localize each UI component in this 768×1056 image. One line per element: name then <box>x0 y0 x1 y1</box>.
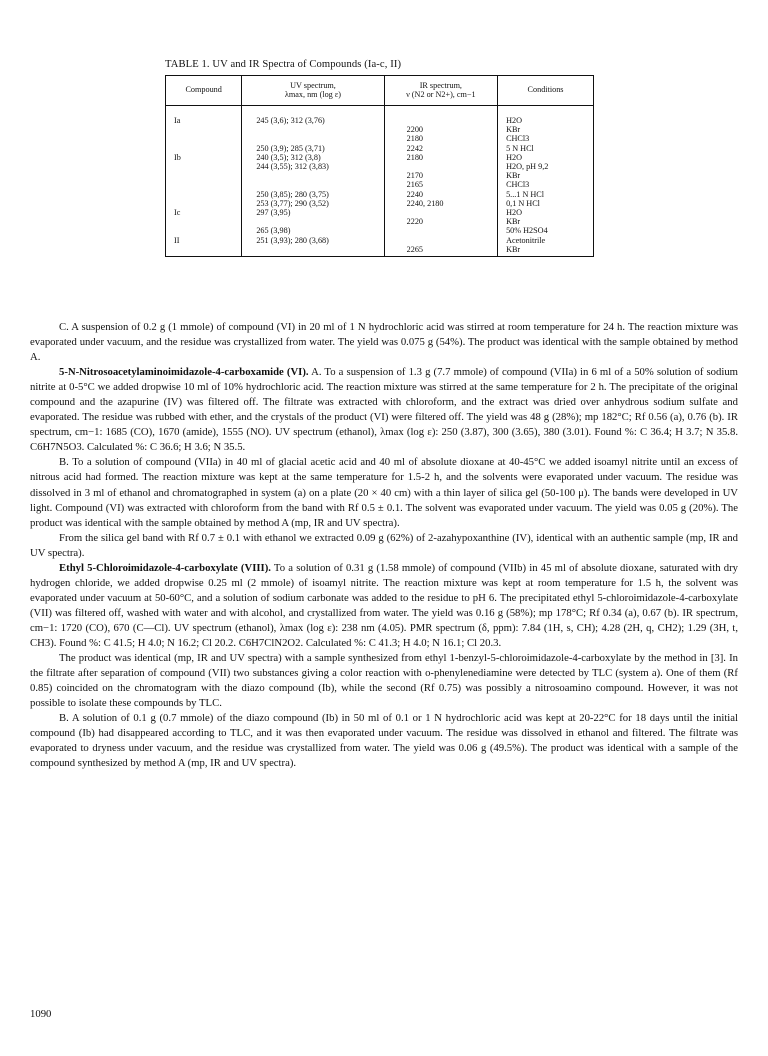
paragraph <box>30 320 738 365</box>
table-cell-ir <box>384 236 497 245</box>
header-ir-spectrum <box>384 76 497 106</box>
table-cell-compound: Ib <box>166 153 242 162</box>
table-cell-compound <box>166 226 242 235</box>
table-cell-cond: KBr <box>498 125 594 134</box>
table-row <box>166 208 594 217</box>
table-cell-uv <box>242 171 384 180</box>
table-cell-uv: 244 (3,55); 312 (3,83) <box>242 162 384 171</box>
table-cell-compound <box>166 125 242 134</box>
table-cell-cond: 5 N HCl <box>498 144 594 153</box>
paragraph <box>30 455 738 530</box>
table-cell-cond: 5...1 N HCl <box>498 190 594 199</box>
table-cell-compound: Ia <box>166 106 242 126</box>
header-conditions: Conditions <box>498 76 594 106</box>
paragraph-text: From the silica gel band with Rf 0.7 ± 0.1 with ethanol we extracted 0.09 g (62%) of 2-azahypoxanthine (IV), identical with an authentic sample (mp, IR and UV spectra). <box>30 531 738 559</box>
table-cell-compound <box>166 190 242 199</box>
table-caption: TABLE 1. UV and IR Spectra of Compounds (Ia-c, II) <box>165 59 402 70</box>
table-cell-uv: 251 (3,93); 280 (3,68) <box>242 236 384 245</box>
table-row <box>166 245 594 257</box>
paragraph-text: To a solution of 0.31 g (1.58 mmole) of compound (VIIb) in 45 ml of absolute dioxane, saturated with dry hydrogen chloride, we added dropwise 0.25 ml (2 mmole) of isoamyl nitrite. The reaction mixture was kept at room temperature for 1.5 h, the solvent was evaporated under vacuum at 50-60°C, and a solution of sodium carbonate was added to the residue to pH 6. The precipitated ethyl 5-chloroimidazole-4-carboxylate (VII) was filtered off, washed with water and with alcohol, and crystallized from water. The yield was 0.16 g (58%); mp 178°C; Rf 0.34 (a), 0.67 (b). IR spectrum, cm−1: 1720 (CO), 670 (C—Cl). UV spectrum (ethanol), λmax (log ε): 238 nm (4.05). PMR spectrum (δ, ppm): 7.84 (1H, s, CH); 4.28 (2H, q, CH2); 1.29 (3H, t, CH3). Found %: C 41.5; H 4.0; N 16.2; Cl 20.2. C6H7ClN2O2. Calculated %: C 41.3; H 4.0; N 16.1; Cl 20.3. <box>30 561 738 649</box>
table-cell-cond: 50% H2SO4 <box>498 226 594 235</box>
table-row <box>166 162 594 171</box>
table-cell-compound <box>166 134 242 143</box>
table-cell-ir: 2200 <box>384 125 497 134</box>
table-row <box>166 144 594 153</box>
paragraph-text: A. To a suspension of 1.3 g (7.7 mmole) of compound (VIIa) in 6 ml of a 50% solution of sodium nitrite at 0-5°C we added dropwise 10 ml of 10% hydrochloric acid. The reaction mixture was stirred at the same temperature for 2 h. The precipitate of the original compound and the azapurine (IV) was filtered off. The filtrate was extracted with chloroform, and the extract was dried over anhydrous sodium sulfate and evaporated. The residue was rubbed with ether, and the crystals of the product (VI) were filtered off. The yield was 48 g (28%); mp 182°C; Rf 0.56 (a), 0.76 (b). IR spectrum, cm−1: 1685 (CO), 1670 (amide), 1555 (NO). UV spectrum (ethanol), λmax (log ε): 250 (3.87), 300 (3.65), 380 (3.01). Found %: C 36.4; H 3.7; N 35.8. C6H7N5O3. Calculated %: C 36.6; H 3.6; N 35.5. <box>30 366 738 454</box>
table-cell-cond: CHCl3 <box>498 180 594 189</box>
table-cell-ir: 2240 <box>384 190 497 199</box>
table-row <box>166 134 594 143</box>
table-cell-cond: Acetonitrile <box>498 236 594 245</box>
paragraph-heading: Ethyl 5-Chloroimidazole-4-carboxylate (VIII). <box>59 561 271 574</box>
table-cell-uv: 297 (3,95) <box>242 208 384 217</box>
table-row <box>166 199 594 208</box>
page-number: 1090 <box>30 1008 52 1020</box>
table-cell-uv: 240 (3,5); 312 (3,8) <box>242 153 384 162</box>
table-row <box>166 190 594 199</box>
table-cell-ir: 2180 <box>384 153 497 162</box>
table-cell-uv: 250 (3,85); 280 (3,75) <box>242 190 384 199</box>
table-cell-uv <box>242 245 384 257</box>
header-uv-line1: UV spectrum, <box>290 80 336 90</box>
table-cell-uv: 253 (3,77); 290 (3,52) <box>242 199 384 208</box>
spectra-table <box>165 75 594 257</box>
table-cell-cond: 0,1 N HCl <box>498 199 594 208</box>
paragraph-text: B. To a solution of compound (VIIa) in 40 ml of glacial acetic acid and 40 ml of absolute dioxane at 40-45°C we added isoamyl nitrite until an excess of nitrous acid had formed. The reaction mixture was kept at the same temperature for 1.5-2 h, and the solvents were evaporated under vacuum. The residue was dissolved in 3 ml of ethanol and chromatographed in system (a) on a plate (20 × 40 cm) with a thin layer of silica gel (50-100 μ). The bands were developed in UV light. Compound (VI) was extracted with chloroform from the band with Rf 0.5 ± 0.1. The solvent was evaporated under vacuum. The yield was 0.05 g (20%). The product was identical with the sample obtained by method A (mp, IR and UV spectra). <box>30 456 738 529</box>
table-body <box>166 106 594 257</box>
table-cell-ir: 2242 <box>384 144 497 153</box>
paragraph <box>30 711 738 771</box>
paragraph-text: B. A solution of 0.1 g (0.7 mmole) of the diazo compound (Ib) in 50 ml of 0.1 or 1 N hydrochloric acid was kept at 20-22°C for 18 days until the initial compound (Ib) had disappeared according to TLC, and it was then evaporated under vacuum. The residue was dissolved in ethanol and filtered. The filtrate was evaporated to dryness under vacuum, and the residue was crystallized from water. The yield was 0.06 g (49.5%). The product was identical with a sample of the compound synthesized by method A (mp, IR and UV spectra). <box>30 712 738 770</box>
header-uv-spectrum <box>242 76 384 106</box>
table-cell-uv <box>242 134 384 143</box>
table-cell-cond: CHCl3 <box>498 134 594 143</box>
paragraph-text: The product was identical (mp, IR and UV spectra) with a sample synthesized from ethyl 1-benzyl-5-chloroimidazole-4-carboxylate by the method in [3]. In the filtrate after separation of compound (VII) two substances giving a color reaction with o-phenylenediamine were detected by TLC (system a). One of them (Rf 0.85) coincided on the chromatogram with the diazo compound (Ib), while the second (Rf 0.75) was possibly a nitrosoamino compound. However, it was not possible to isolate these compounds by TLC. <box>30 652 738 710</box>
table-cell-uv: 245 (3,6); 312 (3,76) <box>242 106 384 126</box>
paragraph <box>30 531 738 561</box>
table-cell-cond: H2O <box>498 208 594 217</box>
paragraph <box>30 561 738 651</box>
table-cell-uv <box>242 217 384 226</box>
table-cell-cond: H2O <box>498 153 594 162</box>
table-row <box>166 106 594 126</box>
table-cell-compound: Ic <box>166 208 242 217</box>
table-cell-compound <box>166 199 242 208</box>
table-cell-compound: II <box>166 236 242 245</box>
table-cell-compound <box>166 180 242 189</box>
table-cell-ir <box>384 226 497 235</box>
table-row <box>166 153 594 162</box>
table-cell-ir: 2265 <box>384 245 497 257</box>
header-ir-line2: ν (N2 or N2+), cm−1 <box>406 90 476 99</box>
paragraph-text: C. A suspension of 0.2 g (1 mmole) of compound (VI) in 20 ml of 1 N hydrochloric acid was stirred at room temperature for 24 h. The reaction mixture was evaporated under vacuum, and the residue was crystallized from water. The yield was 0.075 g (54%). The product was identical with the sample obtained by method A. <box>30 321 738 364</box>
paragraph <box>30 365 738 455</box>
header-compound: Compound <box>166 76 242 106</box>
table-cell-compound <box>166 144 242 153</box>
table-row <box>166 236 594 245</box>
table-row <box>166 226 594 235</box>
table-cell-ir <box>384 162 497 171</box>
table-cell-compound <box>166 217 242 226</box>
table-cell-uv <box>242 180 384 189</box>
header-uv-line2: λmax, nm (log ε) <box>284 90 341 99</box>
table-cell-cond: KBr <box>498 171 594 180</box>
table-cell-ir <box>384 106 497 126</box>
paragraph-heading: 5-N-Nitrosoacetylaminoimidazole-4-carboxamide (VI). <box>59 366 309 379</box>
table-cell-cond: KBr <box>498 245 594 257</box>
table-cell-uv: 250 (3,9); 285 (3,71) <box>242 144 384 153</box>
table-header-row <box>166 76 594 106</box>
table-cell-ir <box>384 208 497 217</box>
table-cell-ir: 2170 <box>384 171 497 180</box>
table-row <box>166 217 594 226</box>
table-cell-compound <box>166 162 242 171</box>
table-cell-ir: 2165 <box>384 180 497 189</box>
table-row <box>166 171 594 180</box>
table-cell-cond: H2O, pH 9,2 <box>498 162 594 171</box>
table-cell-uv: 265 (3,98) <box>242 226 384 235</box>
header-ir-line1: IR spectrum, <box>419 80 462 90</box>
table-cell-compound <box>166 245 242 257</box>
table-cell-ir: 2240, 2180 <box>384 199 497 208</box>
table-cell-ir: 2220 <box>384 217 497 226</box>
table-cell-ir: 2180 <box>384 134 497 143</box>
table-row <box>166 125 594 134</box>
table-cell-cond: KBr <box>498 217 594 226</box>
paragraph <box>30 651 738 711</box>
table-cell-compound <box>166 171 242 180</box>
table-row <box>166 180 594 189</box>
table-cell-uv <box>242 125 384 134</box>
body-text <box>30 320 738 771</box>
table-cell-cond: H2O <box>498 106 594 126</box>
